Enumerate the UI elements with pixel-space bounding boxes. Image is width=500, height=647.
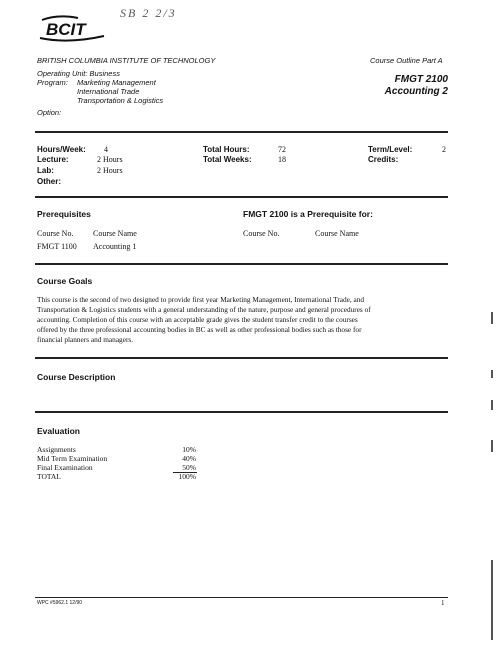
prereq-col-name: Course Name <box>93 229 137 238</box>
divider <box>35 263 448 265</box>
eval-value: 100% <box>178 472 196 481</box>
total-hours-label: Total Hours: <box>203 145 250 154</box>
total-hours-value: 72 <box>278 145 286 154</box>
prereq-for-col-no: Course No. <box>243 229 280 238</box>
bcit-logo <box>38 14 108 44</box>
term-level-label: Term/Level: <box>368 145 413 154</box>
eval-label: Final Examination <box>37 463 93 472</box>
goals-line: financial planners and managers. <box>37 335 134 344</box>
outline-label: Course Outline Part A <box>370 56 443 65</box>
eval-value: 50% <box>182 463 196 472</box>
eval-label: Mid Term Examination <box>37 454 108 463</box>
lecture-value: 2 Hours <box>97 155 123 164</box>
scan-mark <box>491 370 493 378</box>
prerequisites-heading: Prerequisites <box>37 209 91 219</box>
credits-label: Credits: <box>368 155 399 164</box>
form-code: WPC #5962.1 12/90 <box>37 600 83 606</box>
scan-mark <box>491 400 493 410</box>
operating-unit: Operating Unit: Business <box>37 69 120 78</box>
program-label: Program: <box>37 78 68 87</box>
divider <box>35 411 448 413</box>
total-weeks-label: Total Weeks: <box>203 155 252 164</box>
lab-value: 2 Hours <box>97 166 123 175</box>
program-line-1: Marketing Management <box>77 78 156 87</box>
goals-line: This course is the second of two designed to provide first year Marketing Management, International Trade, and <box>37 295 365 304</box>
scan-mark <box>491 312 493 324</box>
option-label: Option: <box>37 108 62 117</box>
prereq-row-name: Accounting 1 <box>93 242 137 251</box>
eval-label: TOTAL <box>37 472 61 481</box>
scan-mark <box>491 560 493 640</box>
hours-week-label: Hours/Week: <box>37 145 86 154</box>
lab-label: Lab: <box>37 166 54 175</box>
prereq-col-no: Course No. <box>37 229 74 238</box>
goals-line: offered by the three professional accounting bodies in BC as well as other professional bodies such as those for <box>37 325 362 334</box>
evaluation-heading: Evaluation <box>37 426 80 436</box>
course-goals-heading: Course Goals <box>37 276 93 286</box>
goals-line: Transportation & Logistics students with a general understanding of the nature, purpose and general procedures of <box>37 305 371 314</box>
divider <box>35 597 448 598</box>
goals-line: accounting. Completion of this course with an acceptable grade gives the student transfer credit to the courses <box>37 315 358 324</box>
page-number: 1 <box>441 599 445 607</box>
total-weeks-value: 18 <box>278 155 286 164</box>
institute-name: BRITISH COLUMBIA INSTITUTE OF TECHNOLOGY <box>37 56 216 65</box>
course-description-heading: Course Description <box>37 372 116 382</box>
prerequisite-for-heading: FMGT 2100 is a Prerequisite for: <box>243 209 373 219</box>
divider <box>35 196 448 198</box>
program-line-3: Transportation & Logistics <box>77 96 164 105</box>
hours-week-value: 4 <box>104 145 108 154</box>
lecture-label: Lecture: <box>37 155 69 164</box>
handwritten-note: SB 2 2/3 <box>120 6 177 20</box>
other-label: Other: <box>37 177 61 186</box>
divider <box>35 131 448 133</box>
eval-value: 10% <box>182 445 196 454</box>
eval-label: Assignments <box>37 445 76 454</box>
program-line-2: International Trade <box>77 87 140 96</box>
divider <box>35 357 448 359</box>
course-goals-text <box>37 295 449 345</box>
term-level-value: 2 <box>442 145 446 154</box>
course-title: Accounting 2 <box>384 86 448 97</box>
eval-value: 40% <box>182 454 196 463</box>
logo-text: BCIT <box>46 20 86 39</box>
prereq-row-no: FMGT 1100 <box>37 242 77 251</box>
course-code: FMGT 2100 <box>394 74 448 85</box>
scan-mark <box>491 440 493 452</box>
prereq-for-col-name: Course Name <box>315 229 359 238</box>
